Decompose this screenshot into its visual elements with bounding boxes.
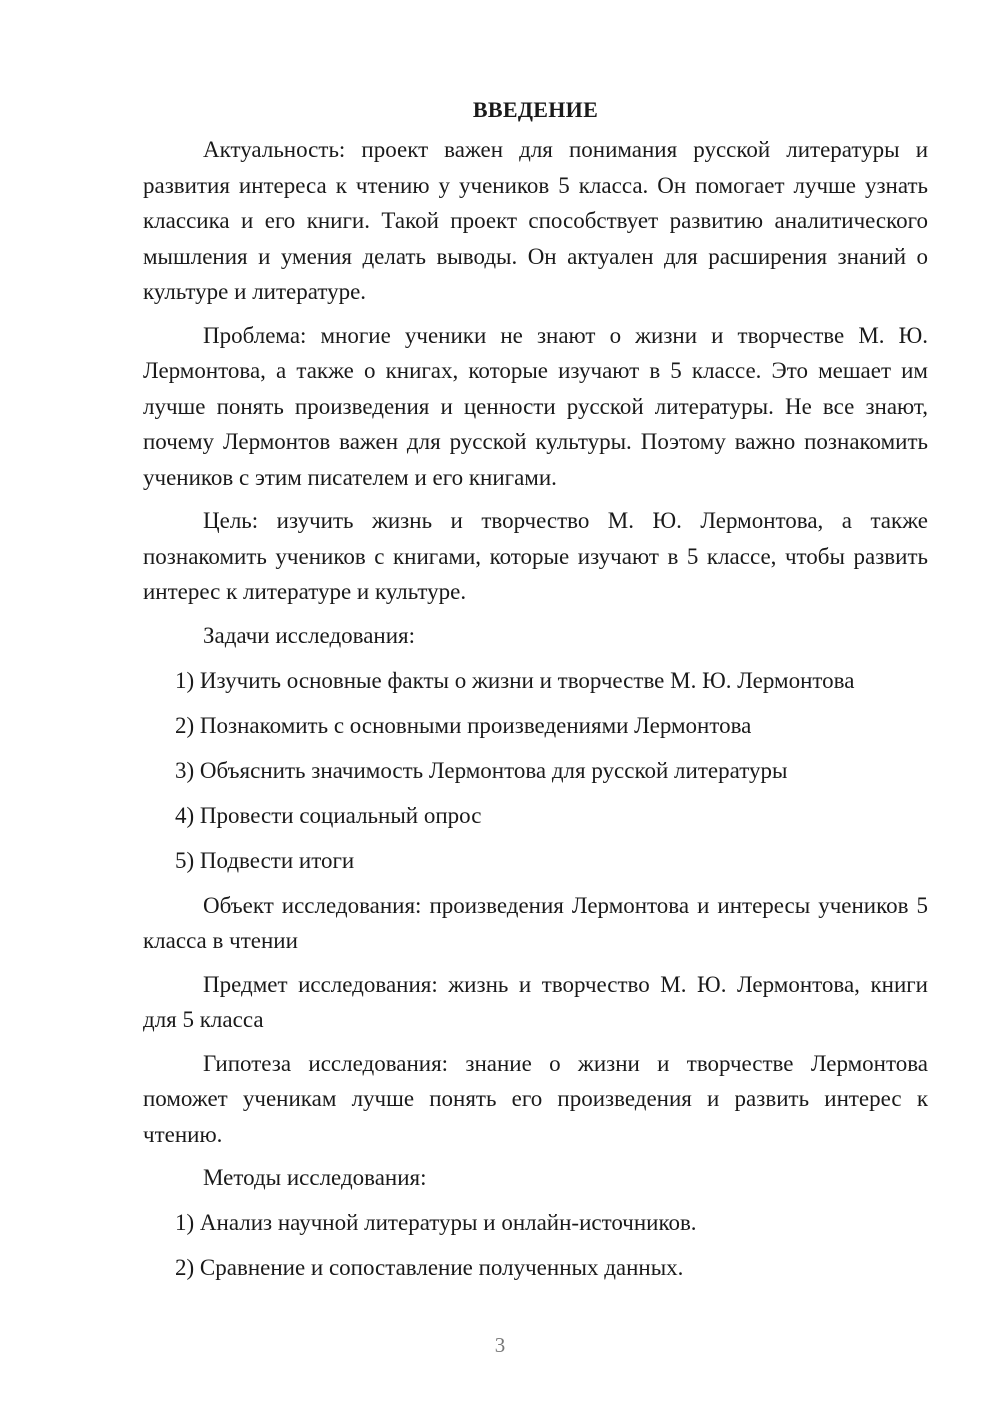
methods-heading: Методы исследования: [203, 1165, 427, 1190]
tasks-heading: Задачи исследования: [203, 622, 416, 648]
relevance-paragraph: Актуальность: проект важен для понимания русской литературы и развития интереса к чтению у учеников 5 класса. Он помогает лучше узнать классика и его книги. Такой проект способствует развитию аналитического мышления и умения делать выводы. Он актуален для расширения знаний о культуре и литературе. [143, 137, 928, 304]
problem-paragraph: Проблема: многие ученики не знают о жизни и творчестве М. Ю. Лермонтова, а также о книгах, которые изучают в 5 классе. Это мешает им лучше понять произведения и ценности русской литературы. Не все знают, почему Лермонтов важен для русской культуры. Поэтому важно познакомить учеников с этим писателем и его книгами. [143, 322, 928, 490]
list-item: 4) Провести социальный опрос [175, 802, 482, 828]
section-heading: ВВЕДЕНИЕ [472, 97, 599, 122]
methods-list [143, 1205, 928, 1286]
page-content [143, 95, 928, 1295]
page-number: 3 [494, 1333, 506, 1357]
list-item: 1) Анализ научной литературы и онлайн-источников. [175, 1210, 697, 1235]
list-item: 5) Подвести итоги [175, 847, 355, 873]
object-paragraph: Объект исследования: произведения Лермонтова и интересы учеников 5 класса в чтении [143, 892, 928, 953]
subject-paragraph: Предмет исследования: жизнь и творчество М. Ю. Лермонтова, книги для 5 класса [143, 971, 928, 1032]
goal-paragraph: Цель: изучить жизнь и творчество М. Ю. Лермонтова, а также познакомить учеников с книгами, которые изучают в 5 классе, чтобы развить интерес к литературе и культуре. [143, 508, 928, 604]
list-item: 2) Сравнение и сопоставление полученных данных. [175, 1255, 684, 1280]
list-item: 3) Объяснить значимость Лермонтова для русской литературы [175, 757, 788, 783]
hypothesis-paragraph: Гипотеза исследования: знание о жизни и творчестве Лермонтова поможет ученикам лучше понять его произведения и развить интерес к чтению. [143, 1050, 928, 1147]
list-item: 2) Познакомить с основными произведениями Лермонтова [175, 712, 752, 738]
tasks-list [143, 663, 928, 879]
list-item: 1) Изучить основные факты о жизни и творчестве М. Ю. Лермонтова [175, 667, 855, 693]
